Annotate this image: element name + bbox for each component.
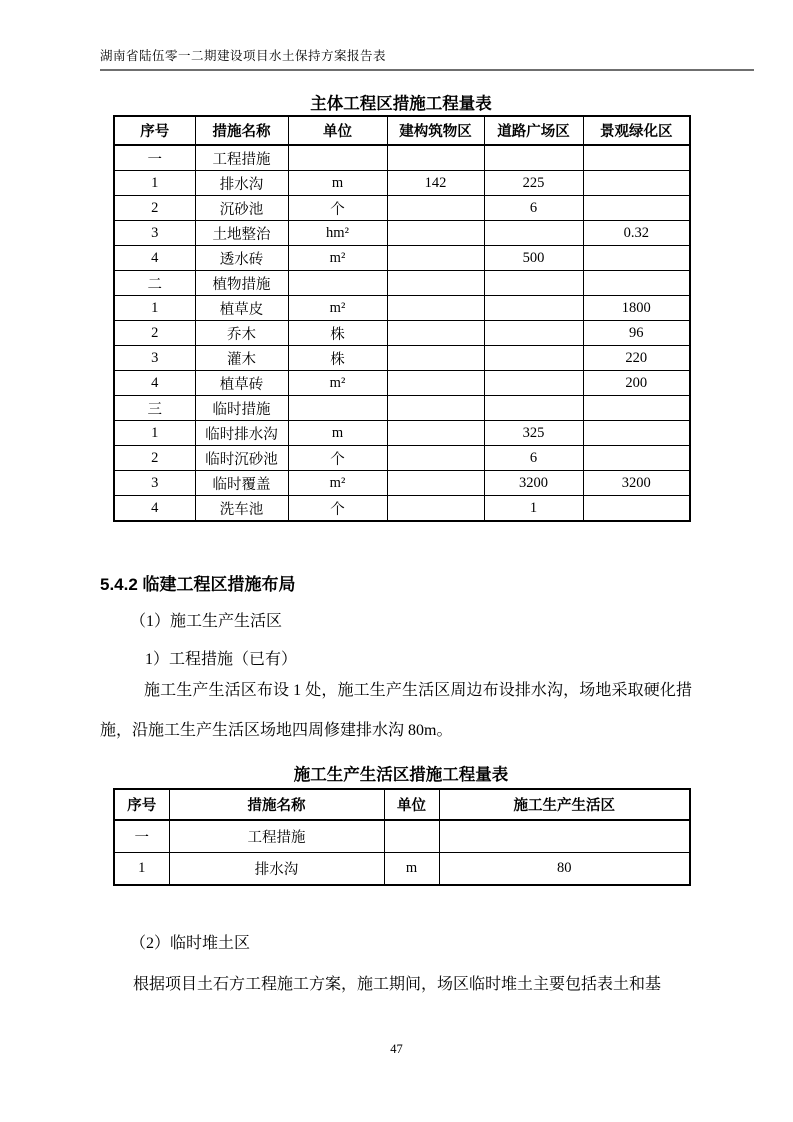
table-cell <box>387 346 484 371</box>
table-cell: 三 <box>114 396 195 421</box>
table-row <box>114 346 690 371</box>
table-cell <box>583 271 690 296</box>
running-header: 湖南省陆伍零一二期建设项目水土保持方案报告表 <box>100 46 754 71</box>
table-cell: 二 <box>114 271 195 296</box>
table-row <box>114 371 690 396</box>
table-header-row <box>114 116 690 145</box>
table-cell <box>387 221 484 246</box>
table-cell: 220 <box>583 346 690 371</box>
table-cell: 灌木 <box>195 346 288 371</box>
table-cell: m <box>384 853 439 886</box>
table-cell: m² <box>288 371 387 396</box>
table-cell: 500 <box>484 246 583 271</box>
table-cell <box>288 145 387 171</box>
table-cell: 1800 <box>583 296 690 321</box>
table-row <box>114 196 690 221</box>
table-cell: 临时覆盖 <box>195 471 288 496</box>
table-cell: 工程措施 <box>169 820 384 853</box>
table-cell: 3200 <box>583 471 690 496</box>
table-row <box>114 471 690 496</box>
camp-measures-table <box>113 788 691 886</box>
column-header: 措施名称 <box>169 789 384 820</box>
table-cell <box>583 496 690 522</box>
table-cell: 225 <box>484 171 583 196</box>
main-measures-table <box>113 115 691 522</box>
table-row <box>114 496 690 522</box>
table-cell <box>484 145 583 171</box>
table-cell <box>484 296 583 321</box>
table-cell: 2 <box>114 321 195 346</box>
column-header: 序号 <box>114 116 195 145</box>
table-cell: 乔木 <box>195 321 288 346</box>
column-header: 道路广场区 <box>484 116 583 145</box>
table-cell <box>583 421 690 446</box>
table-cell: 200 <box>583 371 690 396</box>
table-header-row <box>114 789 690 820</box>
subsection-1-title: （1）施工生产生活区 <box>130 613 283 630</box>
paragraph-1: 施工生产生活区布设 1 处，施工生产生活区周边布设排水沟，场地采取硬化措施，沿施工生产生活区场地四周修建排水沟 80m。 <box>100 682 692 739</box>
table-cell <box>583 145 690 171</box>
table-cell <box>384 820 439 853</box>
table-cell: 1 <box>114 421 195 446</box>
table-cell <box>484 346 583 371</box>
table-row <box>114 421 690 446</box>
table-row <box>114 820 690 853</box>
table-cell: 325 <box>484 421 583 446</box>
table-cell: 1 <box>114 853 169 886</box>
table-cell <box>387 246 484 271</box>
table-cell <box>387 396 484 421</box>
table-cell <box>583 446 690 471</box>
column-header: 序号 <box>114 789 169 820</box>
table-cell: 6 <box>484 196 583 221</box>
column-header: 施工生产生活区 <box>439 789 690 820</box>
table-cell: m² <box>288 296 387 321</box>
table-cell: 株 <box>288 346 387 371</box>
column-header: 景观绿化区 <box>583 116 690 145</box>
table-cell: 临时措施 <box>195 396 288 421</box>
table-cell: 植草皮 <box>195 296 288 321</box>
table-cell <box>387 321 484 346</box>
table-cell <box>484 371 583 396</box>
table-cell: 个 <box>288 196 387 221</box>
subsection-2-title: （2）临时堆土区 <box>130 935 251 952</box>
table-cell <box>288 271 387 296</box>
table-cell: 3200 <box>484 471 583 496</box>
table-row <box>114 246 690 271</box>
table-row <box>114 446 690 471</box>
table-cell: 4 <box>114 371 195 396</box>
table-cell <box>484 221 583 246</box>
section-heading: 5.4.2 临建工程区措施布局 <box>100 575 296 594</box>
table-cell: 排水沟 <box>169 853 384 886</box>
table-cell <box>387 296 484 321</box>
table-cell <box>583 171 690 196</box>
table-cell <box>484 396 583 421</box>
table-row <box>114 145 690 171</box>
table-cell: 洗车池 <box>195 496 288 522</box>
table-row <box>114 296 690 321</box>
column-header: 措施名称 <box>195 116 288 145</box>
table-cell <box>387 471 484 496</box>
table-cell: 植草砖 <box>195 371 288 396</box>
table-cell: 1 <box>114 171 195 196</box>
table-cell <box>439 820 690 853</box>
table-cell <box>387 196 484 221</box>
table-cell <box>387 271 484 296</box>
column-header: 单位 <box>288 116 387 145</box>
table-cell: 96 <box>583 321 690 346</box>
table-cell: 植物措施 <box>195 271 288 296</box>
table-cell: 临时沉砂池 <box>195 446 288 471</box>
table-cell: 透水砖 <box>195 246 288 271</box>
table-cell <box>484 271 583 296</box>
table-cell: m² <box>288 246 387 271</box>
table-cell: 4 <box>114 496 195 522</box>
table-cell: 一 <box>114 820 169 853</box>
table-cell: m <box>288 171 387 196</box>
table-cell: 土地整治 <box>195 221 288 246</box>
column-header: 单位 <box>384 789 439 820</box>
table-cell <box>387 446 484 471</box>
table-cell: 3 <box>114 346 195 371</box>
subsection-1-item: 1）工程措施（已有） <box>145 651 298 668</box>
table-cell: 2 <box>114 196 195 221</box>
table-cell <box>583 396 690 421</box>
table-row <box>114 396 690 421</box>
table-cell <box>387 421 484 446</box>
table-cell: 株 <box>288 321 387 346</box>
table-cell: 一 <box>114 145 195 171</box>
table-cell: 临时排水沟 <box>195 421 288 446</box>
table-row <box>114 853 690 886</box>
table-cell: 3 <box>114 471 195 496</box>
table-cell: m <box>288 421 387 446</box>
table-cell: 3 <box>114 221 195 246</box>
table-cell: 个 <box>288 446 387 471</box>
table-cell: 142 <box>387 171 484 196</box>
table-row <box>114 171 690 196</box>
table-cell <box>583 196 690 221</box>
table-cell: 6 <box>484 446 583 471</box>
table-cell: 4 <box>114 246 195 271</box>
table-cell: 1 <box>114 296 195 321</box>
table-cell: 1 <box>484 496 583 522</box>
page-number: 47 <box>390 1042 403 1056</box>
table-cell: 0.32 <box>583 221 690 246</box>
table-cell <box>387 145 484 171</box>
table-row <box>114 221 690 246</box>
column-header: 建构筑物区 <box>387 116 484 145</box>
main-table-title: 主体工程区措施工程量表 <box>310 95 492 113</box>
table-cell: 沉砂池 <box>195 196 288 221</box>
table-cell: 80 <box>439 853 690 886</box>
table-cell <box>387 371 484 396</box>
table-cell: hm² <box>288 221 387 246</box>
table-cell <box>387 496 484 522</box>
table-cell <box>288 396 387 421</box>
paragraph-2: 根据项目土石方工程施工方案，施工期间，场区临时堆土主要包括表土和基 <box>133 976 662 993</box>
table-cell <box>583 246 690 271</box>
table-cell: 个 <box>288 496 387 522</box>
camp-table-title: 施工生产生活区措施工程量表 <box>293 766 509 784</box>
table-cell: 2 <box>114 446 195 471</box>
table-cell: 排水沟 <box>195 171 288 196</box>
table-cell <box>484 321 583 346</box>
table-row <box>114 321 690 346</box>
table-row <box>114 271 690 296</box>
table-cell: 工程措施 <box>195 145 288 171</box>
table-cell: m² <box>288 471 387 496</box>
